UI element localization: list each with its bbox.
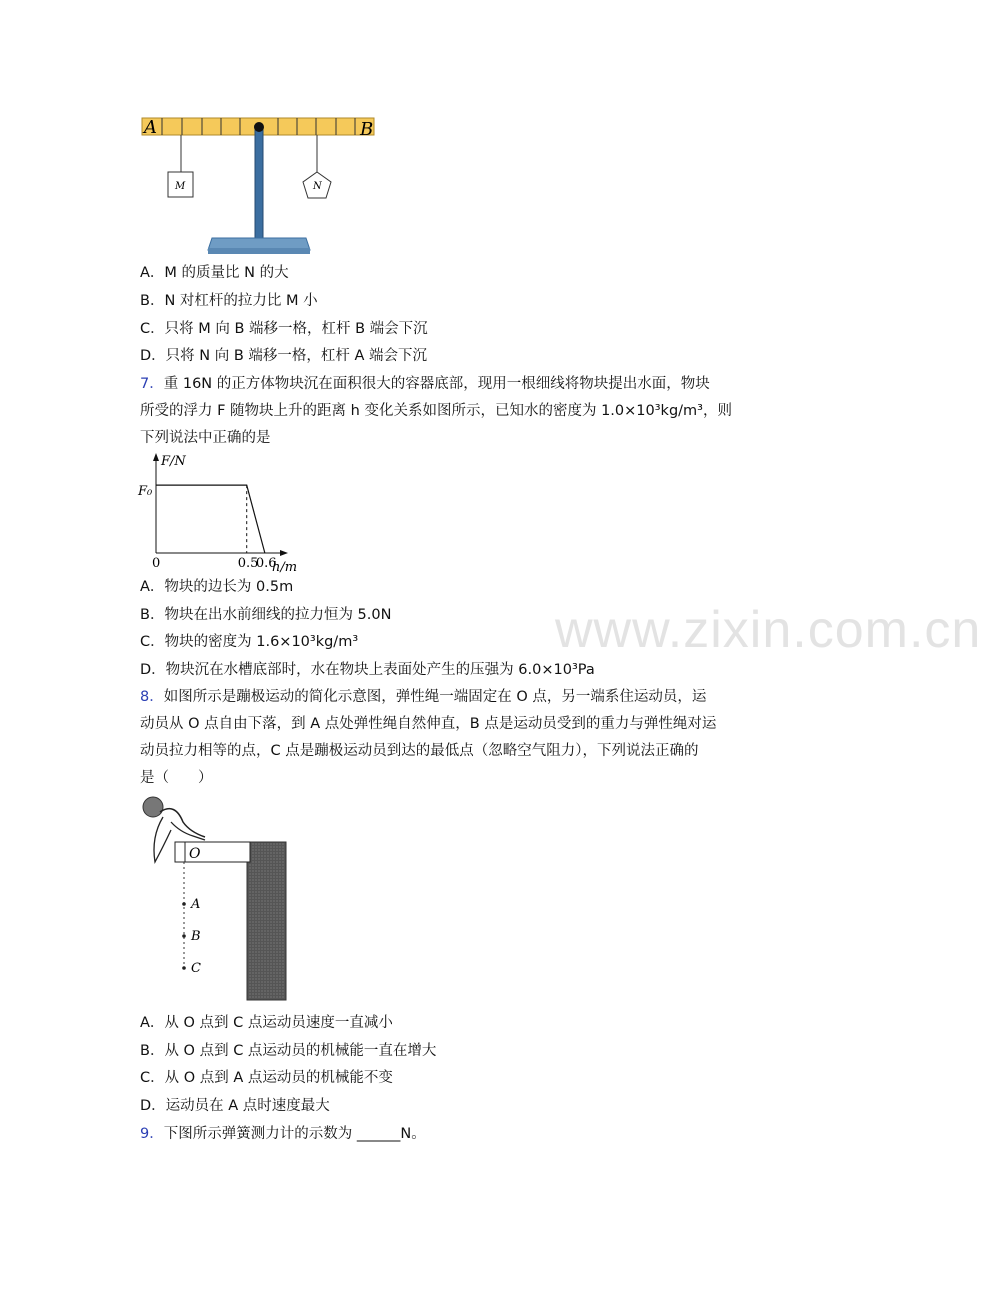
watermark: www.zixin.com.cn xyxy=(555,601,981,659)
q6-option-c: C．只将 M 向 B 端移一格，杠杆 B 端会下沉 xyxy=(140,321,428,337)
q7-option-c: C．物块的密度为 1.6×10³kg/m³ xyxy=(140,634,359,650)
q7-stem-line1: 7．重 16N 的正方体物块沉在面积很大的容器底部，现用一根细线将物块提出水面，物块 xyxy=(140,376,710,392)
chart-x-tick-label-1: 0.6 xyxy=(255,556,277,571)
buoyancy-chart xyxy=(135,450,310,575)
q8-option-a: A．从 O 点到 C 点运动员速度一直减小 xyxy=(140,1015,393,1031)
chart-x-tick-label-0: 0.5 xyxy=(237,556,259,571)
chart-series-line xyxy=(156,485,265,553)
lever-label-m: M xyxy=(175,181,186,192)
q7-stem-line2: 所受的浮力 F 随物块上升的距离 h 变化关系如图所示，已知水的密度为 1.0×10³kg/m³，则 xyxy=(140,403,732,419)
q6-option-d: D．只将 N 向 B 端移一格，杠杆 A 端会下沉 xyxy=(140,348,428,364)
chart-y-level-label: F₀ xyxy=(138,484,153,499)
q7-option-b: B．物块在出水前细线的拉力恒为 5.0N xyxy=(140,607,392,623)
q8-stem-line3: 动员拉力相等的点，C 点是蹦极运动员到达的最低点（忽略空气阻力），下列说法正确的 xyxy=(140,743,699,759)
bungee-label-b: B xyxy=(191,929,201,944)
bungee-label-o: O xyxy=(189,846,201,862)
lever-label-n: N xyxy=(313,181,322,192)
q8-option-b: B．从 O 点到 C 点运动员的机械能一直在增大 xyxy=(140,1043,437,1059)
chart-ylabel: F/N xyxy=(161,454,186,469)
chart-origin-label: 0 xyxy=(152,556,161,571)
q9-stem: 9．下图所示弹簧测力计的示数为 ______N。 xyxy=(140,1126,426,1142)
lever-label-b: B xyxy=(360,119,374,140)
lever-figure xyxy=(140,110,390,260)
q6-option-b: B．N 对杠杆的拉力比 M 小 xyxy=(140,293,318,309)
q7-option-a: A．物块的边长为 0.5m xyxy=(140,579,294,595)
q8-stem-line4: 是（ ） xyxy=(140,770,213,786)
bungee-label-a: A xyxy=(191,897,201,912)
chart-xlabel: h/m xyxy=(272,560,298,575)
q8-stem-line2: 动员从 O 点自由下落，到 A 点处弹性绳自然伸直，B 点是运动员受到的重力与弹性绳对运 xyxy=(140,716,717,732)
q8-option-c: C．从 O 点到 A 点运动员的机械能不变 xyxy=(140,1070,393,1086)
bungee-label-c: C xyxy=(191,961,201,976)
q6-option-a: A．M 的质量比 N 的大 xyxy=(140,265,289,281)
q8-option-d: D．运动员在 A 点时速度最大 xyxy=(140,1098,330,1114)
q7-stem-line3: 下列说法中正确的是 xyxy=(140,430,271,446)
bungee-figure xyxy=(135,792,295,1007)
lever-label-a: A xyxy=(144,117,157,138)
q8-stem-line1: 8．如图所示是蹦极运动的简化示意图，弹性绳一端固定在 O 点，另一端系住运动员，运 xyxy=(140,689,707,705)
q7-option-d: D．物块沉在水槽底部时，水在物块上表面处产生的压强为 6.0×10³Pa xyxy=(140,662,595,678)
